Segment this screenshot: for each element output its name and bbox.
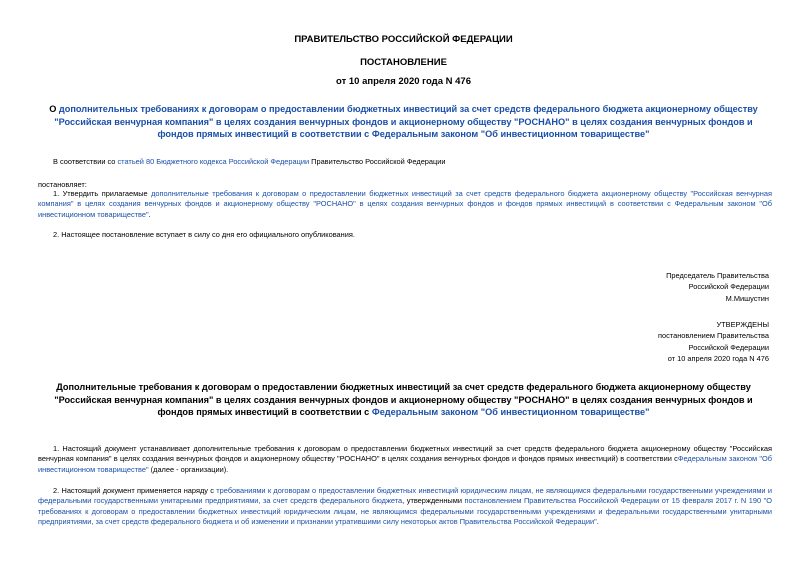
approval-line-4: от 10 апреля 2020 года N 476 [667, 353, 769, 363]
decree-item-1 [38, 189, 772, 220]
document-date-number: от 10 апреля 2020 года N 476 [336, 76, 471, 87]
approval-line-1: УТВЕРЖДЕНЫ [716, 320, 769, 329]
approval-line-2: постановлением Правительства [658, 331, 769, 341]
preamble-before: В соответствии со [53, 157, 118, 166]
preamble [53, 157, 773, 167]
annex-p2-middle: , утвержденными [402, 496, 465, 506]
annex-p2-before: 2. Настоящий документ применяется наряду с [53, 486, 217, 495]
title-prefix: О [49, 104, 59, 114]
annex-title [36, 381, 771, 419]
preamble-after: Правительство Российской Федерации [309, 157, 446, 166]
item1-before: 1. Утвердить прилагаемые [53, 189, 152, 198]
investment-contract-requirements-link[interactable]: требованиями к договорам о предоставлении бюджетных инвестиций юридическим лицам, не являющимся федеральными государственными учреждениями и федеральными государственными унитарными предприятиями, за счет средств федерального бюджета [38, 486, 772, 506]
signature-line-3: М.Мишустин [725, 293, 769, 303]
annex-paragraph-2 [38, 486, 772, 527]
annex-title-text: Дополнительные требования к договорам о предоставлении бюджетных инвестиций за счет средств федерального бюджета акционерному обществу "Российская венчурная компания" в целях создания венчурных фондов и акционерному обществу "РОСНАНО" в целях создания венчурных фондов и фондов прямых инвестиций в соответствии с [54, 382, 753, 417]
decree-intro: постановляет: [38, 180, 87, 189]
annex-paragraph-1 [38, 444, 772, 475]
budget-code-article-link[interactable]: статьей 80 Бюджетного кодекса Российской Федерации [117, 157, 310, 166]
government-decree-190-link[interactable]: постановлением Правительства Российской Федерации от 15 февраля 2017 г. N 190 "О требованиях к договорам о предоставлении бюджетных инвестиций юридическим лицам, не являющимся федеральными государственными учреждениями и федеральными государственными унитарными предприятиями, за счет средств федерального бюджета и об изменении и признании утратившими силу некоторых актов Правительства Российской Федерации" [38, 496, 772, 526]
annex-p2-after: . [596, 516, 599, 526]
annex-p1-before: 1. Настоящий документ устанавливает дополнительные требования к договорам о предоставлении бюджетных инвестиций за счет средств федерального бюджета акционерному обществу "Российская венчурная компания" в целях создания венчурных фондов и акционерному обществу "РОСНАНО" в целях создания венчурных фондов и фондов прямых инвестиций) в соответствии с [38, 444, 772, 464]
signature-line-1: Председатель Правительства [666, 271, 769, 280]
document-type-heading: ПОСТАНОВЛЕНИЕ [360, 57, 447, 68]
additional-requirements-link[interactable]: дополнительные требования к договорам о предоставлении бюджетных инвестиций за счет средств федерального бюджета акционерному обществу "Российская венчурная компания" в целях создания венчурных фондов и акционерному обществу "РОСНАНО" в целях создания венчурных фондов и фондов прямых инвестиций в соответствии с Федеральным законом "Об инвестиционном товариществе" [38, 189, 772, 219]
document-title [40, 103, 767, 141]
annex-p1-after: (далее - организации). [148, 464, 229, 474]
approval-block [658, 319, 769, 364]
approval-line-3: Российской Федерации [688, 342, 769, 352]
item1-after: . [148, 209, 151, 219]
investment-partnership-law-link[interactable]: Федеральным законом "Об инвестиционном товариществе" [371, 407, 650, 417]
signature-line-2: Российской Федерации [688, 282, 769, 292]
decree-item-2: 2. Настоящее постановление вступает в силу со дня его официального опубликования. [53, 230, 355, 239]
title-link[interactable]: дополнительных требованиях к договорам о предоставлении бюджетных инвестиций за счет средств федерального бюджета акционерному обществу "Российская венчурная компания" в целях создания венчурных фондов и акционерному обществу "РОСНАНО" в целях создания венчурных фондов и фондов прямых инвестиций в соответствии с Федеральным законом "Об инвестиционном товариществе" [54, 104, 758, 139]
signature-block [666, 270, 769, 304]
government-heading: ПРАВИТЕЛЬСТВО РОССИЙСКОЙ ФЕДЕРАЦИИ [294, 34, 513, 45]
investment-partnership-law-link-2[interactable]: Федеральным законом "Об инвестиционном товариществе" [38, 454, 772, 474]
